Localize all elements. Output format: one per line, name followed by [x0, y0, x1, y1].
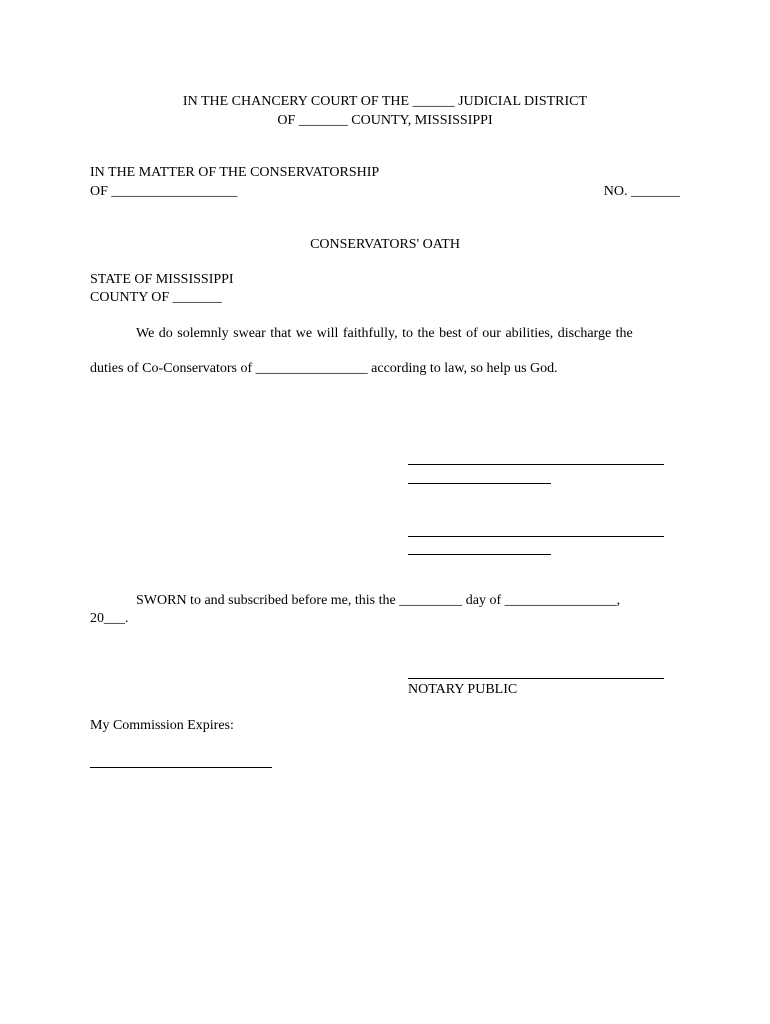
court-caption-line1: IN THE CHANCERY COURT OF THE ______ JUDICIAL DISTRICT [182, 94, 588, 109]
venue-state: STATE OF MISSISSIPPI [90, 272, 234, 287]
signature-subline-1[interactable] [408, 483, 551, 484]
sworn-text-line1: SWORN to and subscribed before me, this the _________ day of ________________, [136, 593, 621, 608]
notary-label: NOTARY PUBLIC [408, 682, 518, 697]
court-caption-line2: OF _______ COUNTY, MISSISSIPPI [277, 113, 493, 128]
venue-county: COUNTY OF _______ [90, 290, 222, 305]
signature-subline-2[interactable] [408, 554, 551, 555]
document-title: CONSERVATORS' OATH [310, 237, 460, 252]
signature-line-1[interactable] [408, 464, 664, 465]
signature-line-2[interactable] [408, 536, 664, 537]
commission-label: My Commission Expires: [90, 718, 234, 733]
matter-line1: IN THE MATTER OF THE CONSERVATORSHIP [90, 165, 380, 180]
commission-date-line[interactable] [90, 767, 272, 768]
sworn-text-line2: 20___. [90, 611, 129, 626]
notary-signature-line[interactable] [408, 678, 664, 679]
oath-text-line1: We do solemnly swear that we will faithfully, to the best of our abilities, discharge the [136, 326, 633, 341]
oath-text-line2: duties of Co-Conservators of ________________ according to law, so help us God. [90, 361, 558, 376]
matter-line2: OF __________________ [90, 184, 238, 199]
case-number: NO. _______ [603, 184, 680, 199]
